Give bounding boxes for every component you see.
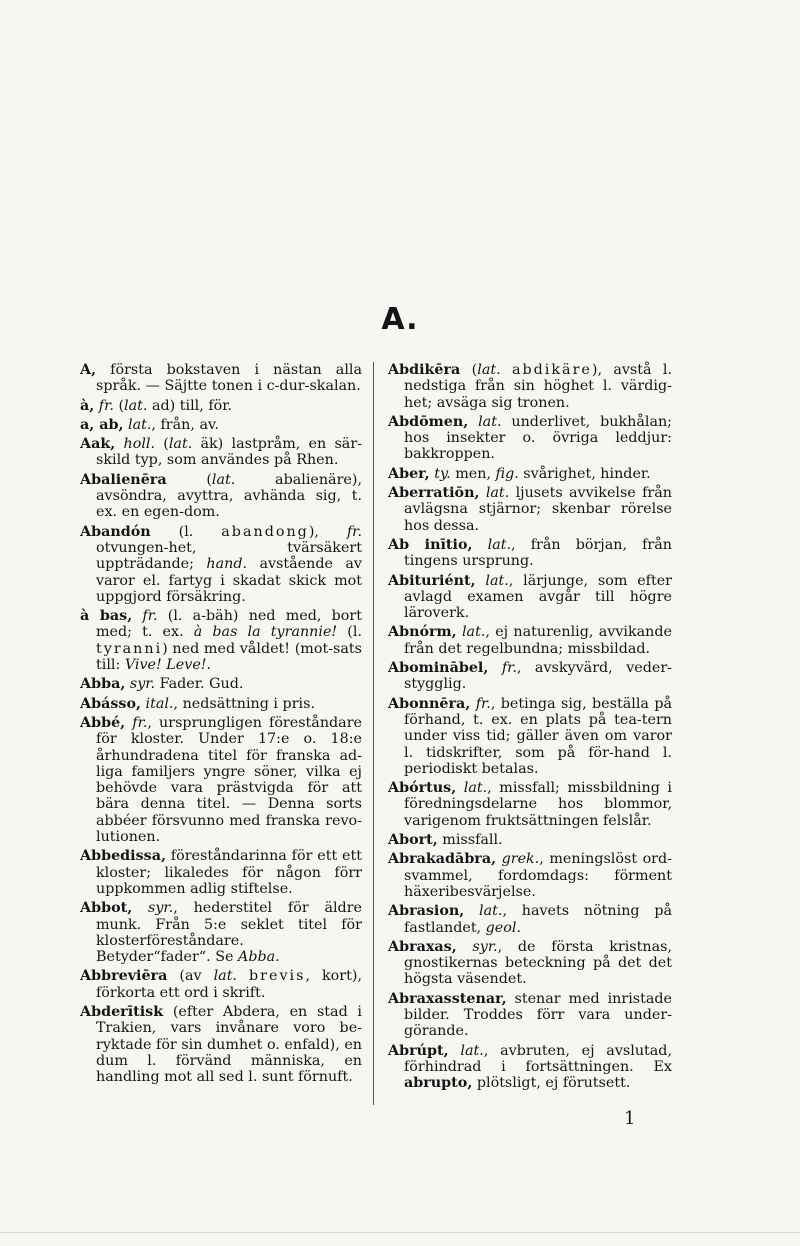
entry-italic: grek. (501, 851, 540, 868)
entry-headword: Abraxas, (388, 938, 457, 955)
entry-headword: Abraxasstenar, (388, 990, 507, 1007)
entry-text: ), (308, 523, 347, 540)
entry-text: (l. a-bäh) ned med, bort med; t. ex. (96, 608, 362, 641)
entry-italic: lat. (479, 903, 503, 920)
column-divider (373, 362, 374, 1105)
entry-text: ( (113, 397, 125, 414)
dictionary-entry (388, 1043, 672, 1092)
dictionary-entry (80, 436, 362, 469)
entry-italic: fr. (142, 608, 158, 625)
entry-text (464, 903, 479, 919)
dictionary-entry (388, 660, 672, 693)
entry-text: , hederstitel för äldre munk. Från 5:e seklet titel för klosterföreståndare. Betyder“fader“. Se (96, 900, 362, 966)
dictionary-entry (388, 939, 672, 988)
dictionary-entry (80, 715, 362, 845)
entry-text: , nedsättning i pris. (173, 695, 315, 712)
entry-text: ad) till, för. (147, 397, 233, 414)
dictionary-entry (388, 780, 672, 829)
dictionary-entry (80, 676, 362, 692)
dictionary-entry (80, 362, 362, 395)
entry-text: äk) lastpråm, en sär-skild typ, som användes på Rhen. (96, 436, 363, 469)
entry-headword: A, (80, 362, 97, 378)
entry-text: , från, av. (151, 416, 219, 433)
entry-italic: fig. (495, 465, 519, 482)
entry-text: , missfall; missbildning i föredningsdelarne hos blommor, varigenom fruktsättningen felslår. (404, 780, 673, 829)
entry-text: otvungen-het, tvärsäkert uppträdande; (96, 539, 362, 573)
dictionary-entry (388, 466, 672, 482)
entry-text: , avskyvärd, veder-stygglig. (404, 660, 673, 693)
entry-text: ljusets avvikelse från avlägsna stjärnor; skenbar rörelse hos dessa. (404, 485, 672, 534)
entry-italic: lat. (213, 968, 237, 985)
entry-text (501, 362, 512, 378)
entry-headword: Aak, (80, 436, 116, 453)
entry-headword: Abbreviēra (80, 968, 168, 985)
dictionary-entry (80, 417, 362, 433)
entry-italic: holl. (123, 436, 156, 453)
entry-italic: lat. (478, 413, 502, 430)
entry-text: , avbruten, ej avslutad, förhindrad i fortsättningen. Ex (404, 1042, 672, 1075)
dictionary-entry (80, 398, 362, 414)
entry-headword: Abbé, (80, 714, 126, 731)
entry-text (472, 537, 487, 553)
entry-text: underlivet, bukhålan; hos insekter o. övriga leddjur: bakkroppen. (404, 413, 672, 463)
entry-italic: lat. (460, 1042, 484, 1059)
entry-headword: Abórtus, (388, 780, 457, 797)
dictionary-entry (388, 903, 672, 936)
entry-text: , lärjunge, som efter avlagd examen avgår till högre läroverk. (404, 572, 672, 622)
entry-headword: Abrakadābra, (388, 851, 497, 868)
entry-italic: lat. (168, 436, 193, 453)
entry-bold: abrupto, (404, 1075, 473, 1092)
entry-italic: geol. (485, 919, 521, 936)
entry-italic: lat. (487, 536, 512, 553)
dictionary-entry (80, 524, 362, 605)
entry-italic: syr. (148, 900, 174, 917)
bottom-edge-line (0, 1232, 800, 1233)
entry-text: avstående av varor el. fartyg i skadat skick mot uppgjord försäkring. (96, 556, 362, 605)
page-number: 1 (624, 1108, 636, 1129)
entry-text (237, 968, 249, 984)
dictionary-entry (388, 537, 672, 570)
entry-italic: syr. (472, 938, 498, 955)
dictionary-entry (388, 485, 672, 534)
entry-headword: à, (80, 397, 95, 414)
entry-text: stenar med inristade bilder. Troddes förr vara under-görande. (404, 990, 672, 1040)
entry-spaced: abandong (221, 523, 309, 540)
entry-headword: Abdōmen, (388, 413, 469, 430)
entry-italic: ital. (145, 695, 174, 712)
entry-text: , meningslöst ord-svammel, fordomdags: förment häxeribesvärjelse. (404, 851, 672, 900)
entry-text: ( (155, 436, 169, 453)
entry-headword: a, ab, (80, 416, 124, 433)
entry-headword: Abásso, (80, 695, 141, 712)
dictionary-entry (388, 573, 672, 622)
dictionary-entry (388, 362, 672, 411)
entry-italic: Vive! Leve! (124, 657, 207, 674)
entry-italic: syr. (129, 676, 156, 693)
entry-text: missfall. (437, 832, 503, 849)
entry-text (476, 573, 486, 589)
entry-headword: Abbedissa, (80, 848, 166, 865)
entry-italic: fr. (132, 714, 148, 731)
entry-italic: ty. (434, 465, 451, 482)
dictionary-entry (388, 624, 672, 657)
entry-text: föreståndarinna för ett ett kloster; likaledes för någon förr uppkommen adlig stiftelse. (96, 848, 362, 897)
entry-spaced: abdikäre (511, 362, 592, 378)
entry-text: (av (167, 968, 214, 985)
entry-text (456, 780, 464, 796)
entry-text: abalienäre), avsöndra, avyttra, avhända sig, t. ex. en egen-dom. (96, 471, 362, 521)
entry-text: ( (166, 471, 212, 488)
dictionary-entry (80, 900, 362, 965)
entry-headword: Aber, (388, 465, 430, 482)
entry-italic: hand. (206, 556, 248, 573)
dictionary-entry (80, 1004, 362, 1085)
entry-text: ( (460, 362, 478, 378)
entry-text (132, 608, 142, 624)
left-column (80, 362, 362, 1088)
dictionary-entry (388, 414, 672, 463)
entry-text (449, 1043, 461, 1059)
entry-headword: Abalienēra (80, 471, 167, 488)
dictionary-entry (80, 608, 362, 673)
entry-italic: fr. (501, 660, 517, 677)
entry-italic: lat. (485, 485, 510, 502)
entry-italic: lat. (477, 362, 501, 378)
entry-italic: lat. (124, 397, 148, 414)
entry-text (132, 900, 148, 916)
entry-text: , betinga sig, beställa på förhand, t. ex. en plats på tea-tern under viss tid; gäller även om varor l. tidskrifter, som på för-hand l. periodiskt betalas. (404, 695, 672, 777)
dictionary-entry (80, 848, 362, 897)
entry-italic: fr. (475, 695, 491, 712)
entry-headword: Abba, (80, 676, 126, 693)
entry-italic: lat. (485, 572, 509, 589)
entry-text: svårighet, hinder. (518, 465, 651, 482)
entry-text: , de första kristnas, gnostikernas beteckning på det det högsta väsendet. (404, 938, 672, 988)
entry-text: (l. (150, 523, 222, 540)
entry-text: , havets nötning på fastlandet, (404, 903, 672, 936)
entry-headword: Abderītisk (80, 1003, 164, 1020)
entry-italic: à bas la tyrannie! (193, 624, 338, 641)
dictionary-entry (388, 991, 672, 1040)
entry-headword: Abdikēra (388, 362, 461, 378)
entry-italic: fr. (98, 397, 114, 414)
entry-text: (efter Abdera, en stad i Trakien, vars invånare voro be-ryktade för sin dumhet o. enfald), en dum l. förvänd människa, en handling mot all sed l. sunt förnuft. (96, 1003, 362, 1086)
entry-spaced: tyranni (96, 640, 163, 657)
entry-text (457, 939, 473, 955)
dictionary-entry (80, 968, 362, 1001)
entry-text: ), avstå l. nedstiga från sin höghet l. värdig-het; avsäga sig tronen. (404, 362, 672, 411)
entry-text: . (206, 657, 212, 674)
dictionary-entry (388, 851, 672, 900)
entry-italic: Abba. (238, 949, 280, 966)
entry-headword: Abominābel, (388, 660, 489, 677)
entry-headword: Abort, (388, 832, 438, 849)
entry-headword: Abbot, (80, 900, 133, 917)
entry-italic: fr. (346, 523, 362, 540)
entry-text (468, 414, 478, 430)
page-title: A. (381, 302, 419, 337)
entry-text: plötsligt, ej förutsett. (472, 1075, 631, 1092)
entry-headword: à bas, (80, 608, 133, 625)
entry-text: , ursprungligen föreståndare för kloster. Under 17:e o. 18:e århundradena titel för franska ad-liga familjers yngre söner, vilka ej behövde vara prästvigda för att bära denna titel. — Denna sorts abbéer försvunno med franska revo-lutionen. (96, 714, 363, 846)
entry-text: , ej naturenlig, avvikande från det regelbundna; missbildad. (404, 624, 673, 657)
entry-text (488, 660, 501, 676)
entry-headword: Ab inītio, (388, 536, 473, 553)
entry-headword: Abrúpt, (388, 1042, 449, 1059)
dictionary-entry (388, 832, 672, 848)
entry-text (115, 436, 123, 452)
entry-text: , kort), förkorta ett ord i skrift. (96, 968, 362, 1001)
entry-headword: Abituriént, (388, 572, 476, 589)
entry-text: ) ned med våldet! (mot-sats till: (96, 640, 362, 674)
entry-headword: Abrasion, (388, 903, 465, 920)
dictionary-entry (80, 696, 362, 712)
entry-text: , från början, från tingens ursprung. (404, 536, 673, 570)
entry-italic: lat. (128, 416, 152, 433)
entry-italic: lat. (461, 624, 486, 641)
dictionary-entry (80, 472, 362, 521)
right-column (388, 362, 672, 1094)
dictionary-entry (388, 696, 672, 777)
entry-headword: Abandón (80, 523, 151, 540)
entry-headword: Abonnēra, (388, 695, 471, 712)
entry-headword: Aberratiōn, (388, 485, 480, 502)
entry-text: men, (450, 465, 496, 482)
entry-text: första bokstaven i nästan alla språk. — Säjtte tonen i c-dur-skalan. (96, 362, 362, 395)
entry-italic: lat. (463, 780, 488, 797)
entry-italic: lat. (211, 471, 236, 488)
entry-spaced: brevis (249, 968, 306, 985)
entry-text: (l. (337, 624, 363, 641)
entry-text: Fader. Gud. (155, 676, 244, 693)
entry-headword: Abnórm, (388, 624, 457, 641)
